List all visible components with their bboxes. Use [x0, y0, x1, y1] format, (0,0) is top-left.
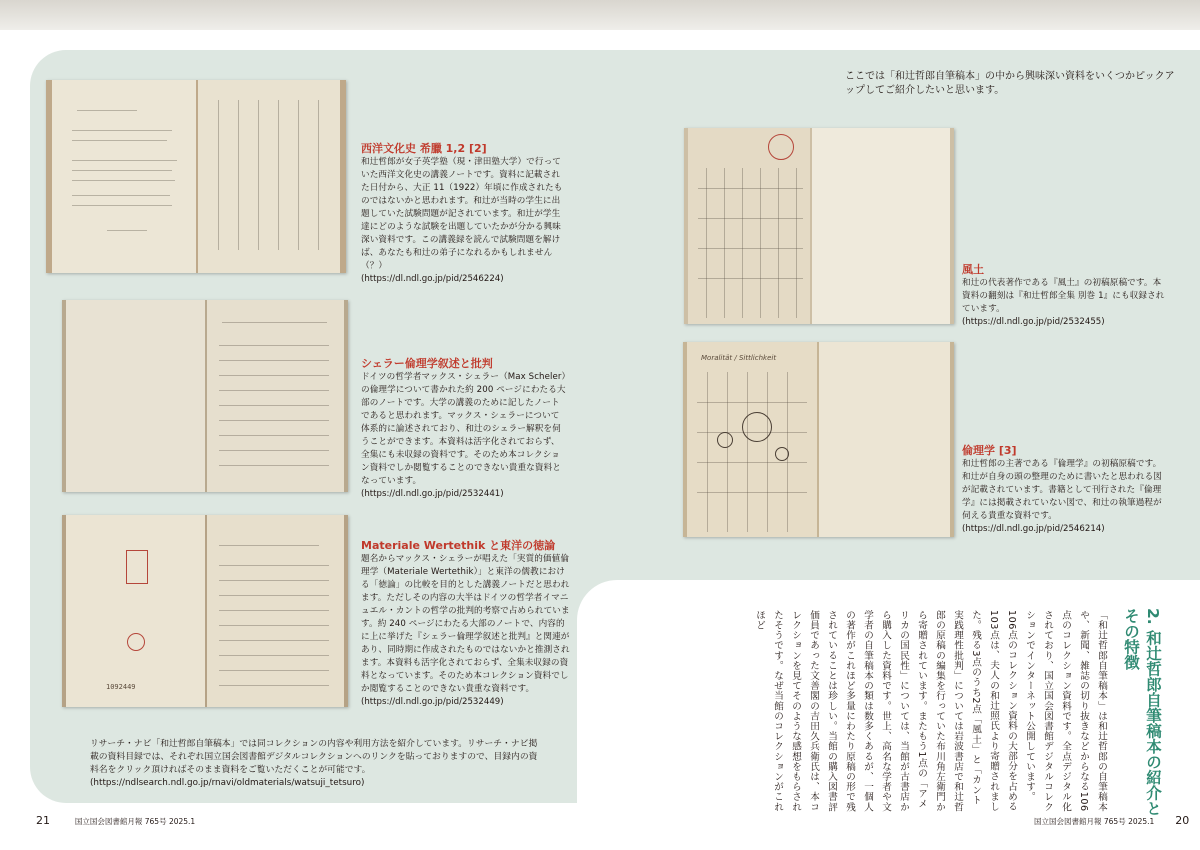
entry-ethics [962, 443, 1167, 536]
scan-left-page [66, 300, 205, 492]
entry-body: 和辻哲郎の主著である『倫理学』の初稿原稿です。和辻が自身の頭の整理のために書いたと思われる図が記載されています。書籍として刊行された『倫理学』には掲載されていない図で、和辻の執筆過程が伺える貴重な資料です。 [962, 459, 1162, 521]
scan-western-culture[interactable] [46, 80, 346, 273]
stamp-number: 1092449 [106, 683, 136, 691]
intro-text: ここでは「和辻哲郎自筆稿本」の中から興味深い資料をいくつかピックアップしてご紹介したいと思います。 [845, 71, 1175, 96]
scan-scheler[interactable] [62, 300, 348, 492]
entry-body: 題名からマックス・シェラーが唱えた「実質的価値倫理学（Materiale Wertethik）」と東洋の儒教における「徳論」の比較を目的とした講義ノートだと思われます。ただしその内容の大半はドイツの哲学者イマニュエル・カントの哲学の批判的考察で占められています。約 240 ページにわたる大部のノートで、内容的に上に挙げた『シェラー倫理学叙述と批判』と関連があり、同時期に作成されたものではないかと推測されます。本資料も活字化されておらず、全集未収録の資料となっています。そのため本コレクション資料でしか閲覧することのできない貴重な資料です。 [361, 554, 570, 694]
entry-url[interactable]: (https://dl.ndl.go.jp/pid/2532449) [361, 697, 504, 707]
page-number-right: 20 [1175, 814, 1190, 827]
scan-ethics[interactable] [683, 342, 954, 537]
scan-left-page [688, 128, 810, 324]
scan-left-page [66, 515, 205, 707]
entry-url[interactable]: (https://dl.ndl.go.jp/pid/2546214) [962, 524, 1105, 534]
top-band [0, 0, 1200, 30]
entry-title: 倫理学 [3] [962, 444, 1017, 457]
entry-url[interactable]: (https://dl.ndl.go.jp/pid/2546224) [361, 274, 504, 284]
entry-materiale-wertethik [361, 538, 571, 709]
section-body: 「和辻哲郎自筆稿本」は和辻哲郎の自筆稿本や、新聞、雑誌の切り抜きなどからなる106点のコレクション資料です。全点デジタル化されており、国立国会図書館デジタルコレクションでインターネット公開しています。106点のコレクション資料の大部分を占める103点は、夫人の和辻照氏より寄贈されました。残る3点のうち2点「風土」と「カント実践理性批判」については岩波書店で和辻哲郎の原稿の編集を行っていた布川角左衛門から寄贈されています。またもう1点の「アメリカの国民性」については、当館が古書店から購入した資料です。世上、高名な学者や文学者の自筆稿本の類は数多くあるが、一個人の著作がこれほど多量にわたり原稿の形で残されていることは珍しい。当館の購入図書評価員であった文善閣の吉田久兵衛氏は、本コレクションを見てそのような感想をもらされたそうです。なぜ当館のコレクションがこれほど [754, 610, 1107, 812]
library-stamp [768, 134, 794, 160]
diagram-circle [717, 432, 733, 448]
entry-url[interactable]: (https://dl.ndl.go.jp/pid/2532455) [962, 317, 1105, 327]
footer-left [36, 814, 195, 827]
entry-scheler [361, 356, 566, 501]
scan-right-page [812, 128, 950, 324]
entry-western-culture [361, 141, 566, 286]
diagram-circle [742, 412, 772, 442]
entry-fudo [962, 262, 1167, 329]
scan-materiale-wertethik[interactable] [62, 515, 348, 707]
entry-body: 和辻哲郎が女子英学塾（現・津田塾大学）で行っていた西洋文化史の講義ノートです。資料に記載された日付から、大正 11（1922）年頃に作成されたものではないかと思われます。和辻が当時の学生に出題していた試験問題が記されています。和辻が学生達にどのような試験を出題していたかが分かる興味深い資料です。この講義録を読んで試験問題を解けば、あなたも和辻の弟子になれるかもしれません（？） [361, 157, 563, 271]
scan-fudo[interactable] [684, 128, 954, 324]
ethics-heading: Moralität / Sittlichkeit [701, 354, 777, 362]
library-seal [127, 633, 145, 651]
scan-right-page [207, 515, 344, 707]
diagram-circle [775, 447, 789, 461]
page-number-left: 21 [36, 814, 50, 827]
scan-left-page [687, 342, 817, 537]
entry-body: ドイツの哲学者マックス・シェラー（Max Scheler）の倫理学について書かれた約 200 ページにわたる大部のノートです。大学の講義のために記したノートであると思われます。マックス・シェラーについて体系的に論述されており、和辻のシェラー解釈を伺うことができます。本資料は活字化されておらず、全集にも未収録の資料です。そのため本コレクション資料でしか閲覧することのできない貴重な資料となっています。 [361, 372, 566, 486]
scan-right-page [819, 342, 950, 537]
entry-title: 風土 [962, 263, 984, 276]
library-stamp [126, 550, 148, 584]
research-navi-note [90, 738, 545, 790]
section-heading: 2. 和辻哲郎自筆稿本の紹介とその特徴 [1122, 608, 1162, 817]
journal-title-left: 国立国会図書館月報 765号 2025.1 [74, 817, 196, 826]
scan-right-page [198, 80, 340, 273]
note-url[interactable]: (https://ndlsearch.ndl.go.jp/rnavi/oldmaterials/watsuji_tetsuro) [90, 778, 365, 788]
entry-url[interactable]: (https://dl.ndl.go.jp/pid/2532441) [361, 489, 504, 499]
scan-left-page [52, 80, 196, 273]
entry-title: 西洋文化史 希臘 1,2 [2] [361, 142, 487, 155]
entry-title: シェラー倫理学叙述と批判 [361, 357, 493, 370]
scan-right-page [207, 300, 344, 492]
footer-right [1034, 814, 1189, 827]
journal-title-right: 国立国会図書館月報 765号 2025.1 [1034, 817, 1155, 826]
entry-body: 和辻の代表著作である『風土』の初稿原稿です。本資料の翻刻は『和辻哲郎全集 別巻 1』にも収録されています。 [962, 278, 1165, 314]
note-text: リサーチ・ナビ「和辻哲郎自筆稿本」では同コレクションの内容や利用方法を紹介しています。リサーチ・ナビ掲載の資料目録では、それぞれ国立国会図書館デジタルコレクションへのリンクを貼っておりますので、目録内の資料名をクリック頂ければそのまま資料をご覧いただくことが可能です。 [90, 739, 538, 775]
entry-title: Materiale Wertethik と東洋の徳論 [361, 539, 556, 552]
